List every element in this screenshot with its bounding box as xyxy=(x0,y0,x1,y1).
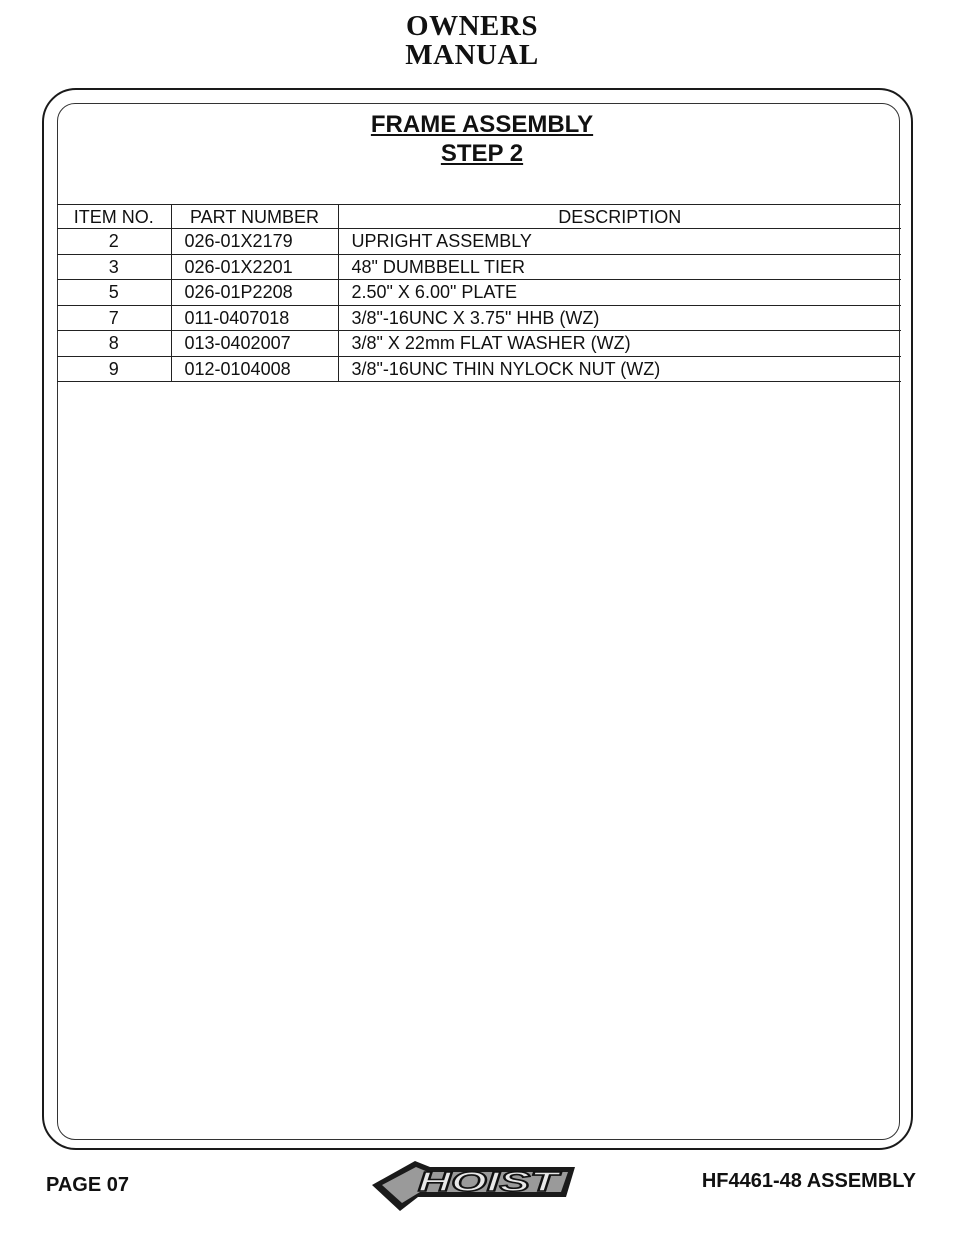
section-title xyxy=(57,110,907,168)
title-line-2: STEP 2 xyxy=(440,140,524,167)
header-line-1: OWNERS xyxy=(406,10,538,42)
item-number: 2 xyxy=(57,229,171,255)
part-number: 013-0402007 xyxy=(171,331,338,357)
document-id: HF4461-48 ASSEMBLY xyxy=(701,1170,916,1192)
part-number: 026-01X2201 xyxy=(171,254,338,280)
column-header-description: DESCRIPTION xyxy=(338,205,901,229)
logo-text: HOIST xyxy=(418,1166,563,1197)
part-number: 026-01P2208 xyxy=(171,280,338,306)
title-line-1: FRAME ASSEMBLY xyxy=(370,111,594,138)
item-number: 9 xyxy=(57,356,171,382)
part-description: UPRIGHT ASSEMBLY xyxy=(338,229,901,255)
table-header-row xyxy=(57,205,901,229)
column-header-item: ITEM NO. xyxy=(57,205,171,229)
column-header-part: PART NUMBER xyxy=(171,205,338,229)
part-description: 3/8" X 22mm FLAT WASHER (WZ) xyxy=(338,331,901,357)
table-row xyxy=(57,356,901,382)
table-row xyxy=(57,331,901,357)
part-description: 48" DUMBBELL TIER xyxy=(338,254,901,280)
part-number: 026-01X2179 xyxy=(171,229,338,255)
item-number: 3 xyxy=(57,254,171,280)
part-description: 3/8"-16UNC X 3.75" HHB (WZ) xyxy=(338,305,901,331)
header-line-2: MANUAL xyxy=(405,39,539,71)
part-description: 2.50" X 6.00" PLATE xyxy=(338,280,901,306)
part-number: 011-0407018 xyxy=(171,305,338,331)
table-row xyxy=(57,305,901,331)
item-number: 8 xyxy=(57,331,171,357)
part-description: 3/8"-16UNC THIN NYLOCK NUT (WZ) xyxy=(338,356,901,382)
parts-table xyxy=(57,204,901,382)
table-row xyxy=(57,280,901,306)
item-number: 5 xyxy=(57,280,171,306)
part-number: 012-0104008 xyxy=(171,356,338,382)
item-number: 7 xyxy=(57,305,171,331)
table-row xyxy=(57,229,901,255)
table-row xyxy=(57,254,901,280)
manual-header xyxy=(0,12,944,70)
page-number: PAGE 07 xyxy=(46,1174,129,1196)
hoist-logo xyxy=(370,1155,585,1215)
